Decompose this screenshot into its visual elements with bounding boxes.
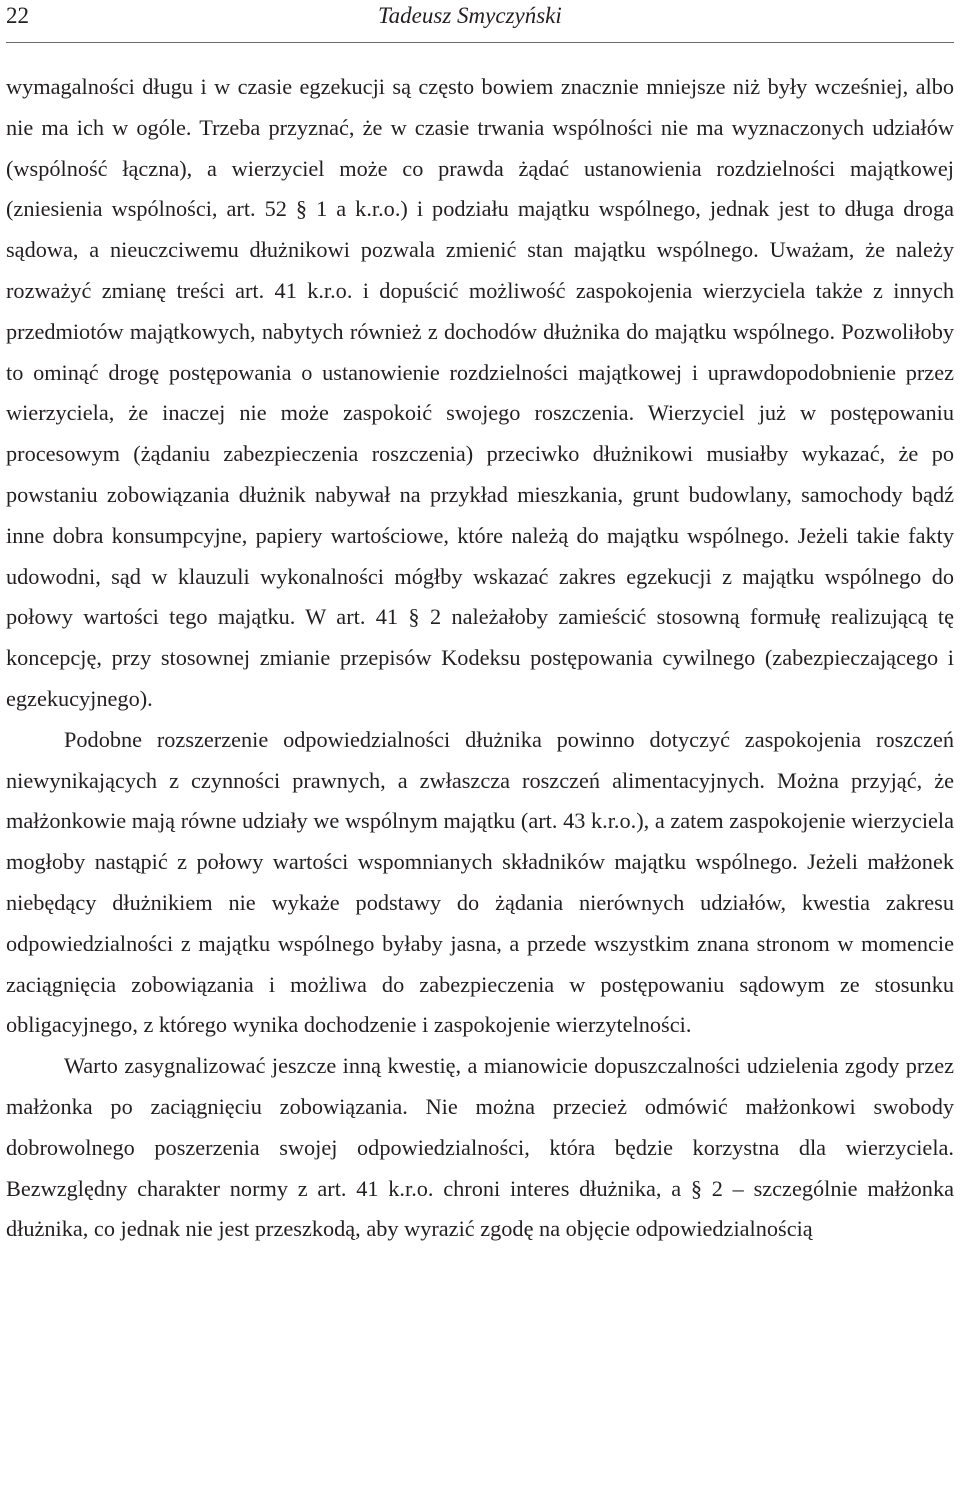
page-header bbox=[6, 0, 954, 43]
document-page bbox=[6, 0, 954, 1250]
running-head-author: Tadeusz Smyczyński bbox=[378, 3, 562, 28]
paragraph-3: Warto zasygnalizować jeszcze inną kwestię, a mianowicie dopuszczalności udzielenia zgody przez małżonka po zaciągnięciu zobowiązania. Nie można przecież odmówić małżonkowi swobody dobrowolnego poszerzenia swojej odpowiedzialności, która będzie korzystna dla wierzyciela. Bezwzględny charakter normy z art. 41 k.r.o. chroni interes dłużnika, a § 2 – szczególnie małżonka dłużnika, co jednak nie jest przeszkodą, aby wyrazić zgodę na objęcie odpowiedzialnością bbox=[6, 1053, 954, 1242]
body-text bbox=[6, 67, 954, 1250]
paragraph-1: wymagalności długu i w czasie egzekucji są często bowiem znacznie mniejsze niż były wcześniej, albo nie ma ich w ogóle. Trzeba przyznać, że w czasie trwania wspólności nie ma wyznaczonych udziałów (wspólność łączna), a wierzyciel może co prawda żądać ustanowienia rozdzielności majątkowej (zniesienia wspólności, art. 52 § 1 a k.r.o.) i podziału majątku wspólnego, jednak jest to długa droga sądowa, a nieuczciwemu dłużnikowi pozwala zmienić stan majątku wspólnego. Uważam, że należy rozważyć zmianę treści art. 41 k.r.o. i dopuścić możliwość zaspokojenia wierzyciela także z innych przedmiotów majątkowych, nabytych również z dochodów dłużnika do majątku wspólnego. Pozwoliłoby to ominąć drogę postępowania o ustanowienie rozdzielności majątkowej i uprawdopodobnienie przez wierzyciela, że inaczej nie może zaspokoić swojego roszczenia. Wierzyciel już w postępowaniu procesowym (żądaniu zabezpieczenia roszczenia) przeciwko dłużnikowi musiałby wykazać, że po powstaniu zobowiązania dłużnik nabywał na przykład mieszkania, grunt budowlany, samochody bądź inne dobra konsumpcyjne, papiery wartościowe, które należą do majątku wspólnego. Jeżeli takie fakty udowodni, sąd w klauzuli wykonalności mógłby wskazać zakres egzekucji z majątku wspólnego do połowy wartości tego majątku. W art. 41 § 2 należałoby zamieścić stosowną formułę realizującą tę koncepcję, przy stosownej zmianie przepisów Kodeksu postępowania cywilnego (zabezpieczającego i egzekucyjnego). bbox=[6, 74, 954, 711]
paragraph-2: Podobne rozszerzenie odpowiedzialności dłużnika powinno dotyczyć zaspokojenia roszczeń niewynikających z czynności prawnych, a zwłaszcza roszczeń alimentacyjnych. Można przyjąć, że małżonkowie mają równe udziały we wspólnym majątku (art. 43 k.r.o.), a zatem zaspokojenie wierzyciela mogłoby nastąpić z połowy wartości wspomnianych składników majątku wspólnego. Jeżeli małżonek niebędący dłużnikiem nie wykaże podstawy do żądania nierównych udziałów, kwestia zakresu odpowiedzialności z majątku wspólnego byłaby jasna, a przede wszystkim znana stronom w momencie zaciągnięcia zobowiązania i możliwa do zabezpieczenia w postępowaniu sądowym ze stosunku obligacyjnego, z którego wynika dochodzenie i zaspokojenie wierzytelności. bbox=[6, 726, 954, 1038]
page-number: 22 bbox=[6, 3, 29, 28]
